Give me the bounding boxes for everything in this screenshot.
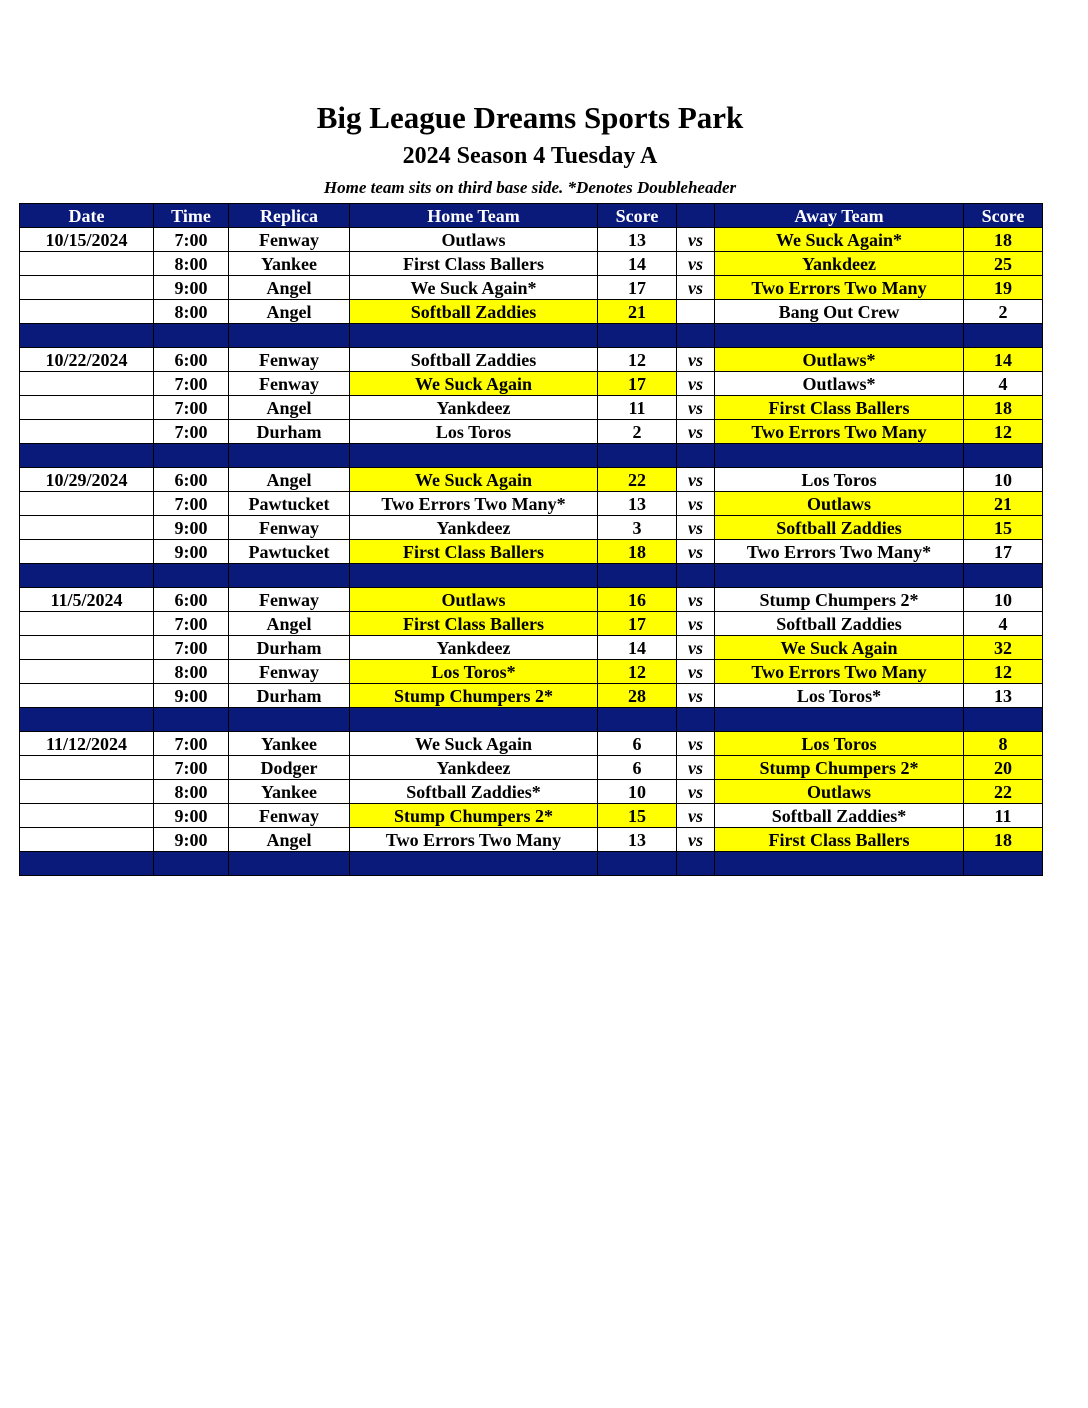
home-score-cell: 11: [598, 396, 677, 420]
week-separator-row: [20, 444, 1043, 468]
page-subtitle: 2024 Season 4 Tuesday A: [402, 143, 658, 169]
away-score-cell: 21: [964, 492, 1043, 516]
away-team-cell: Stump Chumpers 2*: [715, 756, 964, 780]
home-score-cell: 28: [598, 684, 677, 708]
date-cell: [20, 372, 154, 396]
separator-cell: [350, 564, 598, 588]
time-cell: 6:00: [154, 468, 229, 492]
home-team-cell: First Class Ballers: [350, 612, 598, 636]
week-separator-row: [20, 708, 1043, 732]
separator-cell: [598, 708, 677, 732]
separator-cell: [964, 708, 1043, 732]
replica-cell: Pawtucket: [229, 492, 350, 516]
replica-cell: Angel: [229, 300, 350, 324]
time-cell: 9:00: [154, 516, 229, 540]
vs-cell: vs: [677, 804, 715, 828]
time-cell: 9:00: [154, 684, 229, 708]
away-team-cell: We Suck Again: [715, 636, 964, 660]
separator-cell: [229, 444, 350, 468]
table-row: [20, 588, 1043, 612]
replica-cell: Fenway: [229, 372, 350, 396]
separator-cell: [20, 564, 154, 588]
separator-cell: [677, 708, 715, 732]
away-score-cell: 12: [964, 660, 1043, 684]
vs-cell: vs: [677, 540, 715, 564]
home-score-cell: 18: [598, 540, 677, 564]
home-score-cell: 6: [598, 732, 677, 756]
vs-cell: vs: [677, 228, 715, 252]
replica-cell: Fenway: [229, 348, 350, 372]
away-team-cell: Stump Chumpers 2*: [715, 588, 964, 612]
doubleheader-note: Home team sits on third base side. *Denotes Doubleheader: [323, 178, 737, 197]
away-team-cell: First Class Ballers: [715, 828, 964, 852]
away-team-cell: Two Errors Two Many: [715, 420, 964, 444]
away-team-cell: Softball Zaddies: [715, 612, 964, 636]
separator-cell: [229, 324, 350, 348]
separator-cell: [964, 324, 1043, 348]
away-score-cell: 25: [964, 252, 1043, 276]
home-team-cell: Los Toros: [350, 420, 598, 444]
away-score-cell: 2: [964, 300, 1043, 324]
separator-cell: [964, 852, 1043, 876]
separator-cell: [154, 708, 229, 732]
home-team-cell: We Suck Again*: [350, 276, 598, 300]
separator-cell: [20, 852, 154, 876]
away-score-cell: 18: [964, 828, 1043, 852]
time-cell: 9:00: [154, 540, 229, 564]
table-row: [20, 612, 1043, 636]
date-cell: [20, 540, 154, 564]
replica-cell: Angel: [229, 828, 350, 852]
header-home-team: Home Team: [350, 204, 598, 228]
home-team-cell: Softball Zaddies*: [350, 780, 598, 804]
header-vs: [677, 204, 715, 228]
away-team-cell: Los Toros*: [715, 684, 964, 708]
away-score-cell: 17: [964, 540, 1043, 564]
vs-cell: [677, 300, 715, 324]
date-cell: [20, 396, 154, 420]
away-team-cell: Two Errors Two Many: [715, 660, 964, 684]
time-cell: 6:00: [154, 348, 229, 372]
home-score-cell: 2: [598, 420, 677, 444]
vs-cell: vs: [677, 252, 715, 276]
home-team-cell: Two Errors Two Many: [350, 828, 598, 852]
away-score-cell: 4: [964, 372, 1043, 396]
vs-cell: vs: [677, 276, 715, 300]
away-score-cell: 10: [964, 588, 1043, 612]
date-cell: [20, 612, 154, 636]
table-row: [20, 540, 1043, 564]
separator-cell: [715, 324, 964, 348]
home-score-cell: 17: [598, 372, 677, 396]
table-row: [20, 636, 1043, 660]
vs-cell: vs: [677, 516, 715, 540]
vs-cell: vs: [677, 612, 715, 636]
week-separator-row: [20, 852, 1043, 876]
separator-cell: [598, 564, 677, 588]
replica-cell: Durham: [229, 684, 350, 708]
home-team-cell: We Suck Again: [350, 732, 598, 756]
separator-cell: [677, 324, 715, 348]
home-team-cell: Yankdeez: [350, 396, 598, 420]
away-team-cell: Two Errors Two Many: [715, 276, 964, 300]
separator-cell: [154, 444, 229, 468]
home-team-cell: We Suck Again: [350, 372, 598, 396]
replica-cell: Fenway: [229, 660, 350, 684]
table-row: [20, 780, 1043, 804]
replica-cell: Angel: [229, 468, 350, 492]
replica-cell: Durham: [229, 636, 350, 660]
separator-cell: [598, 852, 677, 876]
time-cell: 8:00: [154, 780, 229, 804]
time-cell: 8:00: [154, 660, 229, 684]
page-title: Big League Dreams Sports Park: [316, 100, 744, 135]
header-date: Date: [20, 204, 154, 228]
vs-cell: vs: [677, 588, 715, 612]
table-row: [20, 804, 1043, 828]
away-score-cell: 14: [964, 348, 1043, 372]
header-away-team: Away Team: [715, 204, 964, 228]
date-cell: [20, 252, 154, 276]
home-team-cell: Stump Chumpers 2*: [350, 684, 598, 708]
separator-cell: [350, 852, 598, 876]
replica-cell: Pawtucket: [229, 540, 350, 564]
away-team-cell: We Suck Again*: [715, 228, 964, 252]
home-score-cell: 16: [598, 588, 677, 612]
table-row: [20, 372, 1043, 396]
schedule-body: [20, 228, 1043, 876]
header-row: [20, 204, 1043, 228]
separator-cell: [20, 324, 154, 348]
replica-cell: Fenway: [229, 588, 350, 612]
away-score-cell: 20: [964, 756, 1043, 780]
replica-cell: Durham: [229, 420, 350, 444]
home-score-cell: 12: [598, 660, 677, 684]
away-team-cell: Outlaws: [715, 780, 964, 804]
schedule-table: [19, 203, 1043, 876]
away-score-cell: 18: [964, 396, 1043, 420]
date-cell: [20, 516, 154, 540]
away-score-cell: 11: [964, 804, 1043, 828]
time-cell: 9:00: [154, 276, 229, 300]
time-cell: 7:00: [154, 612, 229, 636]
vs-cell: vs: [677, 684, 715, 708]
home-score-cell: 22: [598, 468, 677, 492]
replica-cell: Fenway: [229, 516, 350, 540]
replica-cell: Fenway: [229, 228, 350, 252]
away-score-cell: 18: [964, 228, 1043, 252]
vs-cell: vs: [677, 492, 715, 516]
home-team-cell: Yankdeez: [350, 756, 598, 780]
separator-cell: [964, 444, 1043, 468]
header-replica: Replica: [229, 204, 350, 228]
date-cell: [20, 660, 154, 684]
home-team-cell: Los Toros*: [350, 660, 598, 684]
separator-cell: [598, 444, 677, 468]
table-row: [20, 732, 1043, 756]
away-team-cell: Outlaws*: [715, 372, 964, 396]
time-cell: 7:00: [154, 396, 229, 420]
home-score-cell: 13: [598, 492, 677, 516]
date-cell: [20, 420, 154, 444]
header-away-score: Score: [964, 204, 1043, 228]
time-cell: 8:00: [154, 252, 229, 276]
away-score-cell: 13: [964, 684, 1043, 708]
header-time: Time: [154, 204, 229, 228]
separator-cell: [20, 708, 154, 732]
time-cell: 7:00: [154, 228, 229, 252]
separator-cell: [350, 324, 598, 348]
separator-cell: [598, 324, 677, 348]
away-team-cell: First Class Ballers: [715, 396, 964, 420]
table-row: [20, 756, 1043, 780]
separator-cell: [154, 324, 229, 348]
replica-cell: Angel: [229, 396, 350, 420]
home-score-cell: 21: [598, 300, 677, 324]
replica-cell: Yankee: [229, 732, 350, 756]
home-score-cell: 17: [598, 612, 677, 636]
time-cell: 7:00: [154, 732, 229, 756]
home-team-cell: We Suck Again: [350, 468, 598, 492]
separator-cell: [715, 444, 964, 468]
away-score-cell: 22: [964, 780, 1043, 804]
separator-cell: [715, 564, 964, 588]
table-row: [20, 396, 1043, 420]
separator-cell: [677, 444, 715, 468]
vs-cell: vs: [677, 420, 715, 444]
table-row: [20, 468, 1043, 492]
time-cell: 7:00: [154, 372, 229, 396]
home-team-cell: Yankdeez: [350, 636, 598, 660]
table-row: [20, 348, 1043, 372]
vs-cell: vs: [677, 348, 715, 372]
home-score-cell: 13: [598, 228, 677, 252]
date-cell: [20, 780, 154, 804]
header-home-score: Score: [598, 204, 677, 228]
table-row: [20, 420, 1043, 444]
replica-cell: Yankee: [229, 252, 350, 276]
away-score-cell: 8: [964, 732, 1043, 756]
vs-cell: vs: [677, 660, 715, 684]
separator-cell: [964, 564, 1043, 588]
away-score-cell: 15: [964, 516, 1043, 540]
date-cell: [20, 828, 154, 852]
home-team-cell: Two Errors Two Many*: [350, 492, 598, 516]
replica-cell: Yankee: [229, 780, 350, 804]
date-cell: [20, 684, 154, 708]
away-score-cell: 32: [964, 636, 1043, 660]
table-row: [20, 516, 1043, 540]
separator-cell: [715, 852, 964, 876]
date-cell: 11/12/2024: [20, 732, 154, 756]
home-score-cell: 15: [598, 804, 677, 828]
table-row: [20, 300, 1043, 324]
date-cell: 10/29/2024: [20, 468, 154, 492]
away-team-cell: Softball Zaddies: [715, 516, 964, 540]
table-row: [20, 492, 1043, 516]
separator-cell: [715, 708, 964, 732]
table-row: [20, 228, 1043, 252]
date-cell: 10/15/2024: [20, 228, 154, 252]
time-cell: 7:00: [154, 492, 229, 516]
home-team-cell: Stump Chumpers 2*: [350, 804, 598, 828]
date-cell: 10/22/2024: [20, 348, 154, 372]
vs-cell: vs: [677, 828, 715, 852]
replica-cell: Dodger: [229, 756, 350, 780]
home-team-cell: Softball Zaddies: [350, 348, 598, 372]
separator-cell: [677, 852, 715, 876]
away-score-cell: 19: [964, 276, 1043, 300]
separator-cell: [229, 564, 350, 588]
vs-cell: vs: [677, 468, 715, 492]
date-cell: [20, 276, 154, 300]
separator-cell: [229, 708, 350, 732]
vs-cell: vs: [677, 396, 715, 420]
table-row: [20, 276, 1043, 300]
separator-cell: [229, 852, 350, 876]
date-cell: [20, 636, 154, 660]
away-score-cell: 4: [964, 612, 1043, 636]
away-team-cell: Outlaws: [715, 492, 964, 516]
away-team-cell: Outlaws*: [715, 348, 964, 372]
away-team-cell: Los Toros: [715, 468, 964, 492]
table-row: [20, 660, 1043, 684]
table-row: [20, 684, 1043, 708]
away-team-cell: Softball Zaddies*: [715, 804, 964, 828]
time-cell: 9:00: [154, 828, 229, 852]
replica-cell: Fenway: [229, 804, 350, 828]
date-cell: [20, 300, 154, 324]
away-team-cell: Los Toros: [715, 732, 964, 756]
time-cell: 8:00: [154, 300, 229, 324]
home-score-cell: 6: [598, 756, 677, 780]
vs-cell: vs: [677, 732, 715, 756]
separator-cell: [154, 564, 229, 588]
week-separator-row: [20, 564, 1043, 588]
separator-cell: [350, 444, 598, 468]
separator-cell: [20, 444, 154, 468]
week-separator-row: [20, 324, 1043, 348]
home-team-cell: Outlaws: [350, 228, 598, 252]
time-cell: 7:00: [154, 756, 229, 780]
date-cell: [20, 492, 154, 516]
home-score-cell: 3: [598, 516, 677, 540]
away-team-cell: Bang Out Crew: [715, 300, 964, 324]
home-team-cell: First Class Ballers: [350, 540, 598, 564]
separator-cell: [677, 564, 715, 588]
away-team-cell: Yankdeez: [715, 252, 964, 276]
replica-cell: Angel: [229, 612, 350, 636]
vs-cell: vs: [677, 636, 715, 660]
home-team-cell: Outlaws: [350, 588, 598, 612]
date-cell: 11/5/2024: [20, 588, 154, 612]
home-score-cell: 12: [598, 348, 677, 372]
home-team-cell: First Class Ballers: [350, 252, 598, 276]
table-row: [20, 252, 1043, 276]
date-cell: [20, 756, 154, 780]
away-score-cell: 12: [964, 420, 1043, 444]
home-score-cell: 14: [598, 636, 677, 660]
time-cell: 6:00: [154, 588, 229, 612]
home-team-cell: Yankdeez: [350, 516, 598, 540]
time-cell: 9:00: [154, 804, 229, 828]
away-score-cell: 10: [964, 468, 1043, 492]
home-score-cell: 10: [598, 780, 677, 804]
vs-cell: vs: [677, 756, 715, 780]
time-cell: 7:00: [154, 420, 229, 444]
home-score-cell: 14: [598, 252, 677, 276]
time-cell: 7:00: [154, 636, 229, 660]
date-cell: [20, 804, 154, 828]
home-score-cell: 13: [598, 828, 677, 852]
vs-cell: vs: [677, 780, 715, 804]
replica-cell: Angel: [229, 276, 350, 300]
away-team-cell: Two Errors Two Many*: [715, 540, 964, 564]
home-team-cell: Softball Zaddies: [350, 300, 598, 324]
separator-cell: [350, 708, 598, 732]
home-score-cell: 17: [598, 276, 677, 300]
separator-cell: [154, 852, 229, 876]
vs-cell: vs: [677, 372, 715, 396]
table-row: [20, 828, 1043, 852]
